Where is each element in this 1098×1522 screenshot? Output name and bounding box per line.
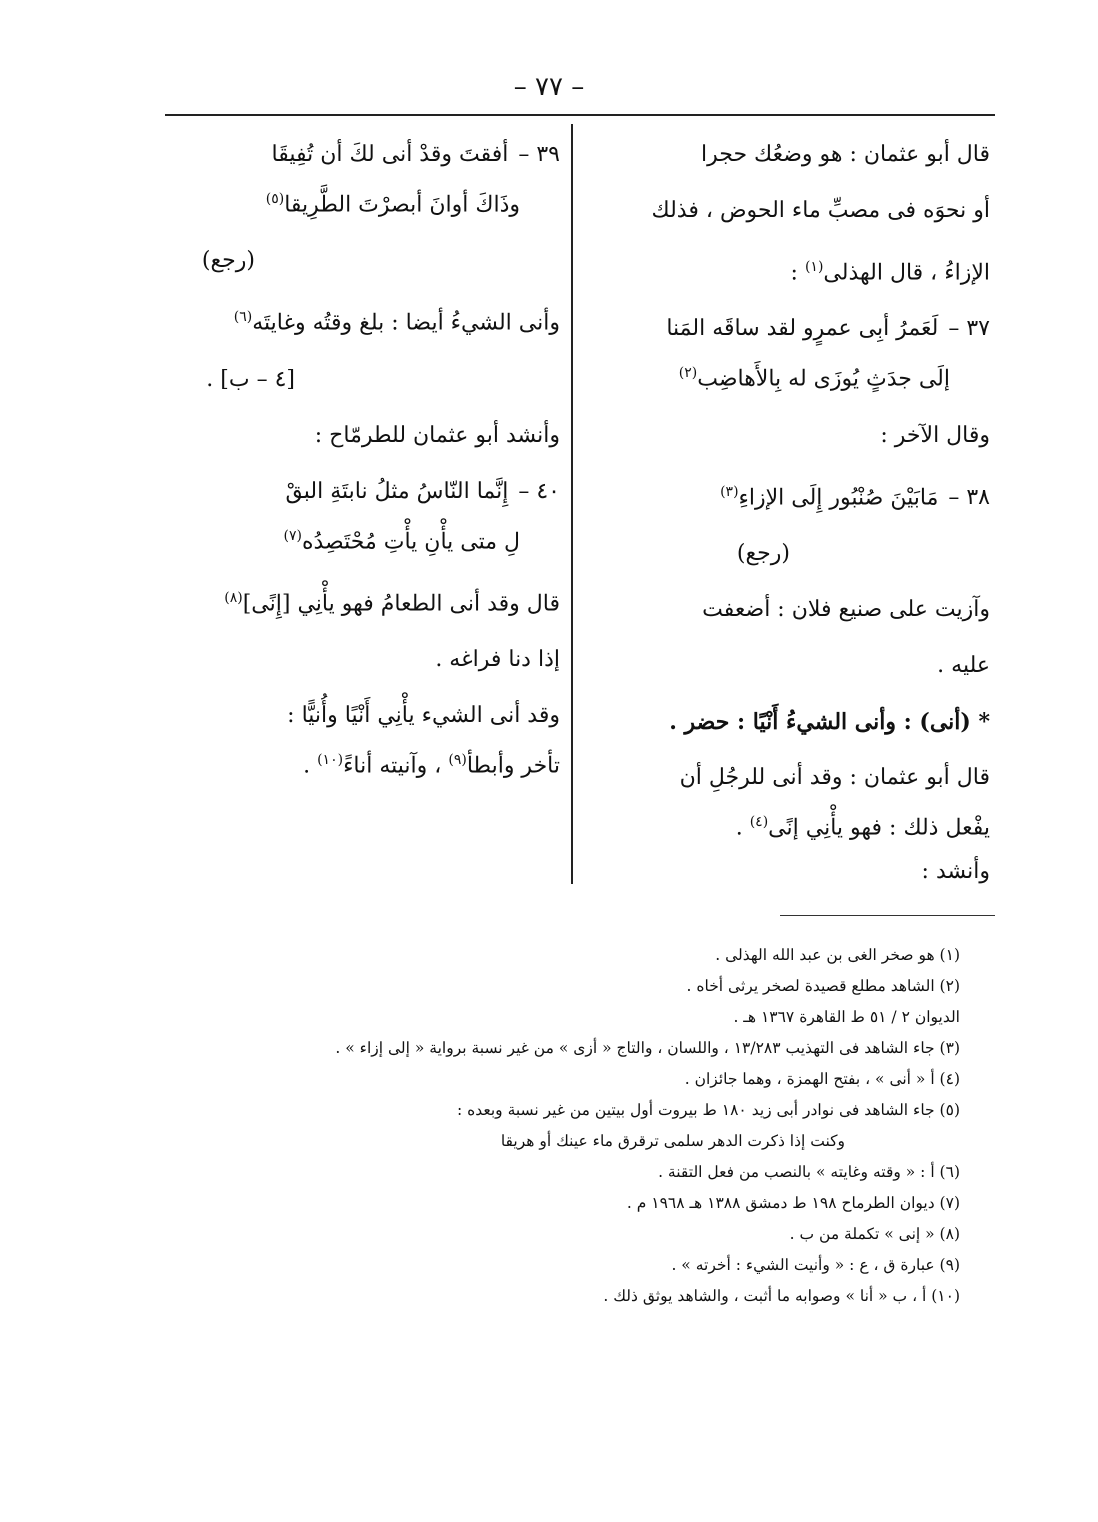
left-column: [165, 140, 560, 808]
text-line: يفْعل ذلك : فهو يأْنِي إنًى$^{(٤)}$ .: [735, 813, 990, 841]
text-line: عليه .: [937, 652, 990, 678]
footnote-ref: (٣): [720, 483, 739, 500]
text-line: وأنشد أبو عثمان للطرمّاح :: [314, 422, 560, 448]
header-rule: [165, 114, 995, 116]
verse-line: ٤٠ –إِنَّما النّاسُ مثلُ نابتَةِ البقْ: [285, 478, 560, 504]
footnote-ref: (٦): [233, 309, 253, 326]
footnote: (٩) عبارة ق ، ع : « وأنيت الشيء : أخرته » .: [671, 1256, 960, 1274]
column-divider: [571, 124, 573, 884]
footnote-ref: (١٠): [317, 752, 344, 769]
footnote: (١) هو صخر الغى بن عبد الله الهذلى .: [715, 946, 960, 964]
text-line: إذا دنا فراغه .: [435, 647, 560, 673]
footnote: الديوان ٢ / ٥١ ط القاهرة ١٣٦٧ هـ .: [733, 1008, 960, 1026]
text-line: (رجع): [201, 248, 255, 274]
text-line: تأخر وأبطأ$^{(٩)}$ ، وآنيته أناءً$^{(١٠)}$ .: [303, 752, 560, 779]
footnotes-rule: [780, 915, 995, 916]
page-number: – ٧٧ –: [513, 72, 585, 102]
text-line: أو نحوَه فى مصبِّ ماء الحوض ، فذلك: [651, 198, 990, 223]
footnote-ref: (١): [804, 259, 824, 275]
text-line: (رجع): [736, 540, 790, 566]
text-line: وأنشد :: [921, 859, 990, 885]
text-line: الإزاءُ ، قال الهذلى$^{(١)}$ :: [790, 259, 990, 286]
verse-line: لِ متى يأْنِ يأْتِ مُحْتَصِدُه$^{(٧)}$: [283, 527, 520, 554]
text-line: وقد أنى الشيء يأْنِي أَنْيًا وأُنيًّا :: [287, 703, 560, 729]
right-column: [600, 140, 990, 913]
footnote: (٤) أ « أنى » ، بفتح الهمزة ، وهما جائزان .: [684, 1070, 960, 1088]
text-line: قال وقد أنى الطعامُ فهو يأْنِي [إِنًى]$^{(٨)}$: [224, 589, 560, 617]
verse-number: ٣٩ –: [518, 142, 560, 167]
text-line: وقال الآخر :: [880, 422, 990, 448]
footnote: (١٠) أ ، ب « أنا » وصوابه ما أثبت ، والشاهد يوثق ذلك .: [603, 1287, 960, 1305]
footnote: (٧) ديوان الطرماح ١٩٨ ط دمشق ١٣٨٨ هـ ١٩٦٨ م .: [626, 1194, 960, 1212]
verse-number: ٣٧ –: [948, 316, 990, 342]
footnote: (٨) « إنى » تكملة من ب .: [789, 1225, 960, 1243]
verse-line: ٣٩ –أفقتَ وقدْ أنى لكَ أن تُفِيقَا: [271, 142, 560, 167]
entry-heading: * (أنى) : وأنى الشيءُ أَنْيًا : حضر .: [669, 708, 990, 735]
text-line: قال أبو عثمان : هو وضعُك حجرا: [701, 142, 990, 167]
footnote-ref: (٨): [224, 589, 243, 606]
verse-number: ٤٠ –: [518, 478, 560, 504]
verse-line: إلَى جدَثٍ يُوزَى له بِالأَهاضِب$^{(٢)}$: [678, 365, 950, 392]
footnote: (٥) جاء الشاهد فى نوادر أبى زيد ١٨٠ ط بيروت أول بيتين من غير نسبة وبعده :: [456, 1101, 960, 1119]
footnote-ref: (٥): [265, 191, 285, 207]
footnote-ref: (٤): [749, 813, 769, 830]
verse-line: ٣٧ –لَعَمرُ أبِى عمرٍو لقد ساقَه المَنا: [666, 316, 990, 342]
text-line: قال أبو عثمان : وقد أنى للرجُلِ أن: [679, 764, 990, 790]
text-line: وآزيت على صنيع فلان : أضعفت: [702, 596, 990, 622]
footnote: (٦) أ : « وقته وغايته » بالنصب من فعل التقنة .: [658, 1163, 960, 1181]
footnote-ref: (٧): [283, 527, 302, 544]
verse-number: ٣٨ –: [948, 484, 990, 510]
footnotes: [200, 945, 960, 1317]
verse-line: ٣٨ –مَابَيْنَ صُنْبُور إِلَى الإزاءِ$^{(٣)}$: [720, 483, 990, 510]
footnote-ref: (٩): [448, 752, 467, 769]
footnote-ref: (٢): [678, 365, 698, 382]
footnote: (٢) الشاهد مطلع قصيدة لصخر يرثى أخاه .: [686, 977, 960, 995]
footnote-quote: وكنت إذا ذكرت الدهر سلمى ترقرق ماء عينك أو هريقا: [500, 1132, 845, 1150]
text-line: وأنى الشيءُ أيضا : بلغ وقتُه وغايتَه$^{(٦)}$: [233, 309, 560, 336]
text-line: [٤ – ب] .: [206, 366, 295, 392]
verse-line: وذَاكَ أوانَ أبصرْتَ الطَّرِيقا$^{(٥)}$: [265, 191, 520, 218]
footnote: (٣) جاء الشاهد فى التهذيب ١٣/٢٨٣ ، واللسان ، والتاج « أزى » من غير نسبة برواية « إلى إزاء » .: [335, 1039, 960, 1057]
